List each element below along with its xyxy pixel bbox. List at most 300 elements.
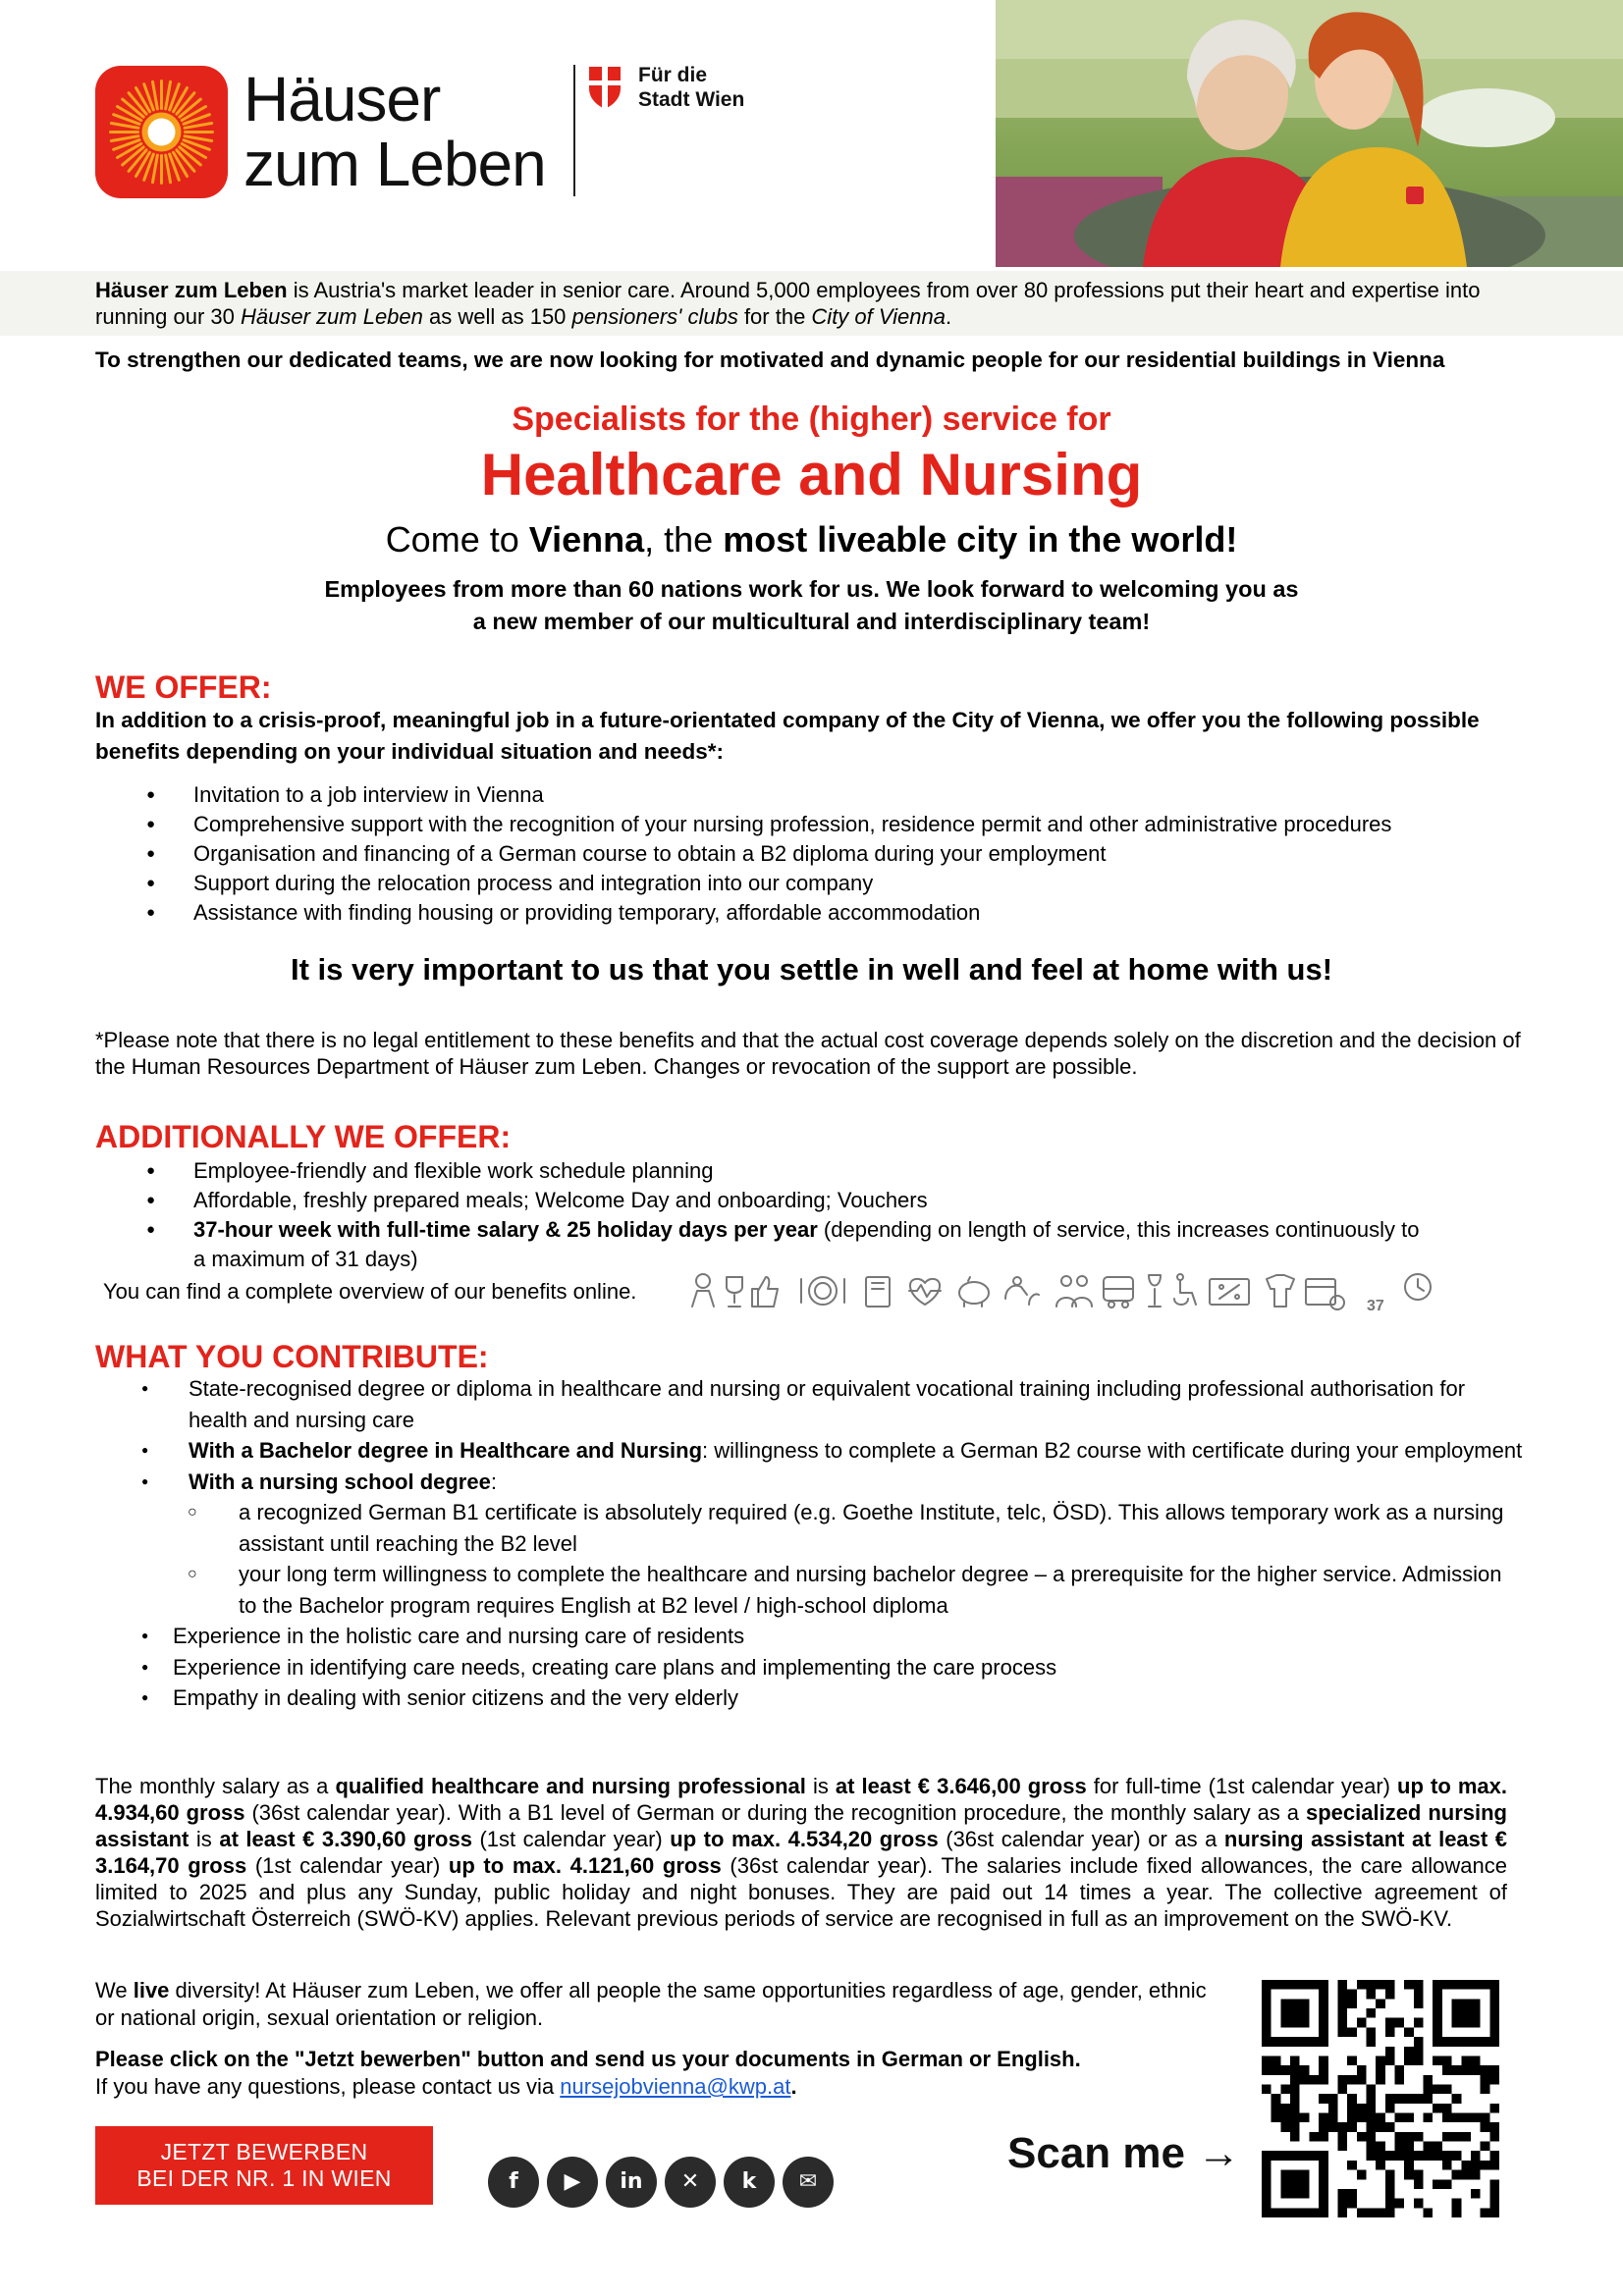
qr-module (1404, 2027, 1414, 2037)
qr-module (1319, 2065, 1328, 2075)
qr-module (1347, 2104, 1357, 2113)
qr-module (1433, 2084, 1442, 2094)
qr-module (1366, 2142, 1376, 2152)
qr-module (1433, 2104, 1442, 2113)
qr-module (1262, 2084, 1271, 2094)
salary-paragraph (95, 1773, 1507, 1932)
qr-module (1290, 2132, 1300, 2142)
qr-module (1271, 2094, 1281, 2104)
diversity-d2: live (133, 1978, 170, 2002)
qr-module (1271, 2113, 1281, 2123)
qr-module (1337, 2208, 1347, 2217)
qr-finder (1452, 1999, 1481, 2027)
qr-module (1271, 2065, 1281, 2075)
qr-module (1489, 2199, 1499, 2209)
benefits-disclaimer: *Please note that there is no legal entitlement to these benefits and that the actual cost coverage depends solely on the discretion and the decision of the Human Resources Department of Häuser zum Leben. Changes or revocation of the support are possible. (95, 1028, 1521, 1079)
apply-bold-line: Please click on the "Jetzt bewerben" button and send us your documents in German or English. (95, 2047, 1081, 2071)
hands-care-icon (1005, 1277, 1039, 1305)
qr-module (1461, 2132, 1471, 2142)
list-item: ● Affordable, freshly prepared meals; Welcome Day and onboarding; Vouchers (193, 1186, 1431, 1215)
vienna-logo-line1: Für die (638, 64, 708, 86)
qr-module (1357, 2132, 1367, 2142)
qr-module (1290, 2075, 1300, 2085)
wine-glass-icon (1149, 1275, 1161, 1307)
qr-module (1452, 2132, 1462, 2142)
uniform-icon (1267, 1275, 1294, 1307)
qr-module (1328, 2104, 1338, 2113)
book-icon (866, 1277, 890, 1307)
qr-finder (1489, 1980, 1499, 2047)
qr-module (1385, 2179, 1395, 2189)
qr-module (1471, 2189, 1481, 2199)
come-a: Come to (385, 519, 529, 560)
qr-module (1280, 2122, 1290, 2132)
qr-module (1319, 2113, 1328, 2123)
qr-module (1376, 2161, 1385, 2170)
accessibility-icon (1174, 1274, 1196, 1305)
qr-module (1481, 2084, 1490, 2094)
hours-holidays-rest: (depending on length of service, this increases continuously to a maximum of 31 days) (193, 1217, 1420, 1271)
qr-module (1337, 2084, 1347, 2094)
qr-module (1471, 2151, 1481, 2161)
qr-module (1262, 2056, 1271, 2065)
qr-module (1357, 2170, 1367, 2180)
heartbeat-icon (909, 1279, 941, 1305)
come-c: , the (644, 519, 724, 560)
qr-module (1366, 2027, 1376, 2037)
qr-module (1347, 2199, 1357, 2209)
qr-module (1424, 2113, 1434, 2123)
vienna-logo-line2: Stadt Wien (638, 88, 745, 111)
list-item: ● Experience in identifying care needs, creating care plans and implementing the care process (173, 1652, 1524, 1683)
qr-module (1366, 2151, 1376, 2161)
qr-module (1357, 2075, 1367, 2085)
job-title: Healthcare and Nursing (480, 442, 1143, 507)
qr-module (1489, 2132, 1499, 2142)
youtube-icon[interactable]: ▶ (547, 2157, 598, 2208)
additionally-heading: ADDITIONALLY WE OFFER: (95, 1119, 512, 1154)
salary-s10: at least € 3.390,60 gross (219, 1827, 472, 1851)
apply-button-line2: BEI DER NR. 1 IN WIEN (136, 2165, 392, 2191)
qr-module (1376, 2113, 1385, 2123)
qr-module (1414, 2037, 1424, 2047)
bus-icon (1104, 1277, 1133, 1308)
nursing-school-bold: With a nursing school degree (189, 1468, 491, 1494)
qr-module (1395, 2075, 1405, 2085)
qr-module (1376, 2208, 1385, 2217)
qr-module (1461, 2113, 1471, 2123)
piggy-bank-icon (959, 1277, 989, 1307)
qr-module (1366, 2122, 1376, 2132)
qr-module (1471, 2056, 1481, 2065)
brand-name-line2: zum Leben (243, 129, 546, 199)
qr-module (1337, 2132, 1347, 2142)
clock-37-label: 37 (1367, 1298, 1384, 1312)
qr-module (1290, 2113, 1300, 2123)
diversity-statement (95, 1977, 1215, 2032)
qr-module (1376, 1980, 1385, 1990)
qr-code-icon[interactable] (1262, 1980, 1499, 2217)
qr-module (1319, 2132, 1328, 2142)
qr-module (1489, 2189, 1499, 2199)
qr-module (1424, 2208, 1434, 2217)
qr-module (1347, 2161, 1357, 2170)
qr-finder (1262, 2151, 1271, 2217)
list-item: ● Empathy in dealing with senior citizens and the very elderly (173, 1682, 1524, 1714)
list-item: ● Invitation to a job interview in Vienna (193, 780, 1568, 810)
sun-ray (111, 123, 138, 128)
qr-module (1461, 2170, 1471, 2180)
qr-module (1395, 2113, 1405, 2123)
qr-finder (1262, 2208, 1328, 2217)
intro-text-4: . (946, 304, 952, 329)
list-item: ● Organisation and financing of a German course to obtain a B2 diploma during your employment (193, 839, 1568, 869)
facebook-icon[interactable]: f (488, 2157, 539, 2208)
list-item: ● State-recognised degree or diploma in healthcare and nursing or equivalent vocational training including professional authorisation for health and nursing care (189, 1373, 1524, 1435)
qr-module (1414, 1999, 1424, 2008)
mentor-icon (692, 1274, 714, 1307)
linkedin-icon[interactable]: in (606, 2157, 657, 2208)
jetzt-bewerben-button[interactable] (95, 2126, 433, 2205)
company-name: Häuser zum Leben (95, 278, 288, 302)
qr-module (1452, 2208, 1462, 2217)
salary-s1: The monthly salary as a (95, 1774, 336, 1798)
qr-module (1376, 2075, 1385, 2085)
qr-module (1319, 2122, 1328, 2132)
apply-instructions (95, 2046, 1254, 2101)
qr-module (1357, 1980, 1367, 1990)
sun-ray (166, 155, 171, 183)
calendar-check-icon (1306, 1279, 1344, 1309)
sub-list-item: ○ your long term willingness to complete the healthcare and nursing bachelor degree – a prerequisite for the higher service. Admission to the Bachelor program requires English at B2 level / high-school diploma (239, 1559, 1524, 1621)
salary-s12: up to max. 4.534,20 gross (670, 1827, 939, 1851)
qr-module (1385, 2094, 1395, 2104)
qr-module (1424, 2142, 1434, 2152)
qr-module (1442, 2179, 1452, 2189)
contact-end: . (790, 2074, 797, 2099)
qr-module (1414, 2179, 1424, 2189)
salary-s9: is (189, 1827, 220, 1851)
qr-module (1442, 2104, 1452, 2113)
salary-s5: for full-time (1st calendar year) (1086, 1774, 1398, 1798)
salary-s16: up to max. 4.121,60 gross (448, 1853, 722, 1878)
qr-finder (1262, 2151, 1328, 2161)
qr-module (1481, 2113, 1490, 2123)
qr-module (1433, 2056, 1442, 2065)
sun-ray (152, 81, 157, 109)
scan-me-label: Scan me → (1007, 2129, 1241, 2177)
qr-module (1404, 2047, 1414, 2056)
qr-module (1319, 2094, 1328, 2104)
list-item (193, 1215, 1431, 1274)
salary-s7: (36st calendar year). With a B1 level of German or during the recognition procedure, the monthly salary as a (244, 1800, 1306, 1825)
qr-module (1357, 2208, 1367, 2217)
qr-finder (1262, 1980, 1271, 2047)
qr-module (1376, 1999, 1385, 2008)
qr-finder (1433, 1980, 1442, 2047)
qr-module (1424, 2084, 1434, 2094)
qr-module (1395, 2094, 1405, 2104)
qr-module (1309, 2132, 1319, 2142)
qr-module (1395, 2151, 1405, 2161)
qr-module (1366, 2104, 1376, 2113)
qr-module (1300, 2075, 1310, 2085)
intro-houses: Häuser zum Leben (241, 304, 423, 329)
qr-module (1442, 2084, 1452, 2094)
qr-module (1385, 2208, 1395, 2217)
qr-module (1489, 2122, 1499, 2132)
qr-finder (1280, 2170, 1309, 2199)
qr-module (1414, 2047, 1424, 2056)
brand-divider (573, 65, 575, 196)
qr-module (1414, 2056, 1424, 2065)
qr-module (1347, 1990, 1357, 2000)
list-item (189, 1435, 1524, 1467)
qr-module (1442, 2065, 1452, 2075)
salary-s4: at least € 3.646,00 gross (835, 1774, 1087, 1798)
qr-module (1280, 2104, 1290, 2113)
qr-module (1395, 2132, 1405, 2142)
contact-email-link[interactable]: nursejobvienna@kwp.at (560, 2074, 791, 2099)
qr-module (1385, 2027, 1395, 2037)
qr-module (1414, 2170, 1424, 2180)
diversity-d1: We (95, 1978, 134, 2002)
diversity-d3: diversity! At Häuser zum Leben, we offer all people the same opportunities regardless of age, gender, ethnic or national origin, sexual orientation or religion. (95, 1978, 1207, 2030)
qr-module (1319, 2056, 1328, 2065)
qr-module (1481, 2208, 1490, 2217)
qr-finder (1280, 1999, 1309, 2027)
qr-module (1489, 2208, 1499, 2217)
qr-module (1328, 2113, 1338, 2123)
qr-module (1471, 2113, 1481, 2123)
contribute-heading: WHAT YOU CONTRIBUTE: (95, 1339, 489, 1374)
list-item (189, 1467, 1524, 1498)
employees-statement (0, 573, 1623, 638)
intro-text-3: for the (737, 304, 812, 329)
qr-module (1385, 1990, 1395, 2000)
qr-module (1328, 2094, 1338, 2104)
salary-s11: (1st calendar year) (471, 1827, 671, 1851)
qr-module (1395, 2142, 1405, 2152)
qr-module (1433, 2179, 1442, 2189)
sun-icon (95, 66, 228, 198)
qr-module (1366, 2113, 1376, 2123)
sun-ray (166, 81, 171, 109)
brand-name (243, 64, 546, 199)
sun-ray (111, 136, 138, 141)
qr-module (1404, 2142, 1414, 2152)
qr-module (1290, 2056, 1300, 2065)
kununu-icon[interactable]: k (724, 2157, 775, 2208)
qr-module (1489, 2179, 1499, 2189)
qr-module (1366, 1990, 1376, 2000)
qr-module (1404, 2170, 1414, 2180)
brand-logo-icon (95, 66, 228, 198)
qr-module (1385, 1980, 1395, 1990)
qr-module (1337, 2199, 1347, 2209)
qr-module (1442, 2161, 1452, 2170)
qr-module (1357, 2065, 1367, 2075)
qr-module (1452, 2094, 1462, 2104)
qr-module (1290, 2122, 1300, 2132)
qr-module (1385, 2104, 1395, 2113)
intro-clubs: pensioners' clubs (571, 304, 738, 329)
salary-s17: (36st calendar year). The salaries include fixed allowances, the care allowance limited to 2025 and plus any Sunday, public holiday and night bonuses. They are paid out 14 times a year. The collective agreement of Sozialwirtschaft Österreich (SWÖ-KV) applies. Relevant previous periods of service are recognised in full as an improvement on the SWÖ-KV. (95, 1853, 1507, 1931)
nursing-school-rest: : (490, 1468, 497, 1494)
qr-module (1385, 2199, 1395, 2209)
qr-module (1414, 2018, 1424, 2028)
bachelor-bold: With a Bachelor degree in Healthcare and Nursing (189, 1438, 703, 1463)
qr-finder (1433, 1980, 1499, 1990)
qr-module (1489, 2161, 1499, 2170)
come-b: Vienna (528, 519, 645, 560)
qr-module (1376, 2056, 1385, 2065)
qr-module (1404, 1980, 1414, 1990)
qr-module (1481, 2142, 1490, 2152)
qr-module (1262, 2065, 1271, 2075)
qr-module (1319, 2075, 1328, 2085)
qr-module (1376, 2151, 1385, 2161)
clock-37-icon (1405, 1274, 1431, 1300)
strengthen-statement: To strengthen our dedicated teams, we are now looking for motivated and dynamic people for our residential buildings in Vienna (95, 347, 1445, 372)
qr-module (1309, 2075, 1319, 2085)
qr-module (1461, 2056, 1471, 2065)
qr-module (1300, 2065, 1310, 2075)
qr-module (1471, 2170, 1481, 2180)
qr-module (1385, 2056, 1395, 2065)
sun-ray (152, 155, 157, 183)
qr-module (1452, 2199, 1462, 2209)
qr-module (1452, 2065, 1462, 2075)
salary-s2: qualified healthcare and nursing professional (335, 1774, 806, 1798)
company-intro (95, 277, 1548, 330)
thumbs-up-icon (752, 1277, 778, 1307)
employees-line-2: a new member of our multicultural and interdisciplinary team! (472, 609, 1151, 634)
contribute-list (173, 1373, 1524, 1714)
qr-module (1290, 2084, 1300, 2094)
qr-module (1366, 2094, 1376, 2104)
qr-module (1337, 2027, 1347, 2037)
qr-module (1414, 2094, 1424, 2104)
qr-module (1414, 1990, 1424, 2000)
qr-module (1328, 2122, 1338, 2132)
qr-module (1376, 2122, 1385, 2132)
qr-module (1489, 2104, 1499, 2113)
qr-module (1385, 2151, 1395, 2161)
qr-module (1404, 2132, 1414, 2142)
qr-module (1290, 2094, 1300, 2104)
qr-module (1366, 2037, 1376, 2047)
contact-text: If you have any questions, please contact us via (95, 2074, 561, 2099)
qr-module (1337, 2075, 1347, 2085)
qr-finder (1262, 2037, 1328, 2047)
qr-module (1414, 2151, 1424, 2161)
qr-module (1376, 2065, 1385, 2075)
qr-module (1366, 2084, 1376, 2094)
intro-city: City of Vienna (811, 304, 946, 329)
qr-finder (1319, 1980, 1328, 2047)
qr-module (1347, 1999, 1357, 2008)
qr-module (1366, 2132, 1376, 2142)
qr-finder (1319, 2151, 1328, 2217)
qr-module (1347, 2027, 1357, 2037)
qr-module (1271, 2056, 1281, 2065)
qr-module (1385, 2170, 1395, 2180)
qr-module (1481, 2161, 1490, 2170)
qr-module (1271, 2104, 1281, 2113)
vienna-logo-text (638, 63, 744, 112)
qr-module (1471, 2161, 1481, 2170)
qr-module (1452, 2151, 1462, 2161)
qr-module (1290, 2104, 1300, 2113)
qr-module (1452, 2170, 1462, 2180)
salary-s13: (36st calendar year) or as a (938, 1827, 1224, 1851)
qr-module (1395, 2018, 1405, 2028)
qr-module (1404, 2161, 1414, 2170)
list-item: ● Comprehensive support with the recognition of your nursing profession, residence permit and other administrative procedures (193, 810, 1568, 839)
qr-module (1424, 2094, 1434, 2104)
sub-list-item: ○ a recognized German B1 certificate is absolutely required (e.g. Goethe Institute, telc, ÖSD). This allows temporary work as a nursing assistant until reaching the B2 level (239, 1497, 1524, 1559)
qr-module (1347, 2075, 1357, 2085)
come-to-vienna-line (0, 518, 1623, 561)
qr-module (1433, 2142, 1442, 2152)
qr-module (1395, 2065, 1405, 2075)
qr-module (1290, 2065, 1300, 2075)
qr-module (1461, 2161, 1471, 2170)
we-offer-intro: In addition to a crisis-proof, meaningful job in a future-orientated company of the City of Vienna, we offer you the following possible benefits depending on your individual situation and needs*: (95, 708, 1480, 764)
intro-text-1: is Austria's market leader in senior care. Around 5,000 employees from over 80 professions put their heart and expertise into running our 30 (95, 278, 1481, 329)
qr-module (1424, 2151, 1434, 2161)
bachelor-rest: : willingness to complete a German B2 course with certificate during your employment (702, 1438, 1523, 1463)
qr-module (1404, 2056, 1414, 2065)
email-icon[interactable]: ✉ (783, 2157, 834, 2208)
list-item: ● Experience in the holistic care and nursing care of residents (173, 1621, 1524, 1652)
hours-holidays-bold: 37-hour week with full-time salary & 25 holiday days per year (193, 1217, 818, 1242)
qr-module (1347, 2094, 1357, 2104)
qr-module (1442, 2132, 1452, 2142)
qr-module (1337, 1990, 1347, 2000)
qr-module (1414, 2132, 1424, 2142)
qr-module (1337, 2008, 1347, 2018)
qr-module (1481, 2075, 1490, 2085)
qr-module (1337, 1980, 1347, 1990)
vienna-shield-icon (587, 65, 622, 110)
qr-module (1357, 2113, 1367, 2123)
header-photo (996, 0, 1623, 267)
sun-ray (185, 123, 212, 128)
qr-module (1280, 2084, 1290, 2094)
qr-module (1442, 2056, 1452, 2065)
qr-module (1337, 1999, 1347, 2008)
employees-line-1: Employees from more than 60 nations work for us. We look forward to welcoming you as (324, 576, 1299, 602)
qr-module (1366, 2008, 1376, 2018)
plate-icon (801, 1277, 844, 1305)
percent-ticket-icon (1210, 1279, 1249, 1305)
qr-module (1280, 2113, 1290, 2123)
qr-module (1357, 2104, 1367, 2113)
qr-module (1471, 2065, 1481, 2075)
list-item: ● Employee-friendly and flexible work schedule planning (193, 1156, 1431, 1186)
qr-module (1489, 2151, 1499, 2161)
qr-finder (1262, 1980, 1328, 1990)
list-item: ● Support during the relocation process and integration into our company (193, 869, 1568, 898)
xing-icon[interactable]: ✕ (665, 2157, 716, 2208)
qr-module (1347, 2122, 1357, 2132)
job-subtitle: Specialists for the (higher) service for (512, 400, 1111, 438)
we-offer-list (193, 780, 1568, 928)
qr-module (1337, 2142, 1347, 2152)
benefit-icons-row (689, 1269, 1455, 1312)
